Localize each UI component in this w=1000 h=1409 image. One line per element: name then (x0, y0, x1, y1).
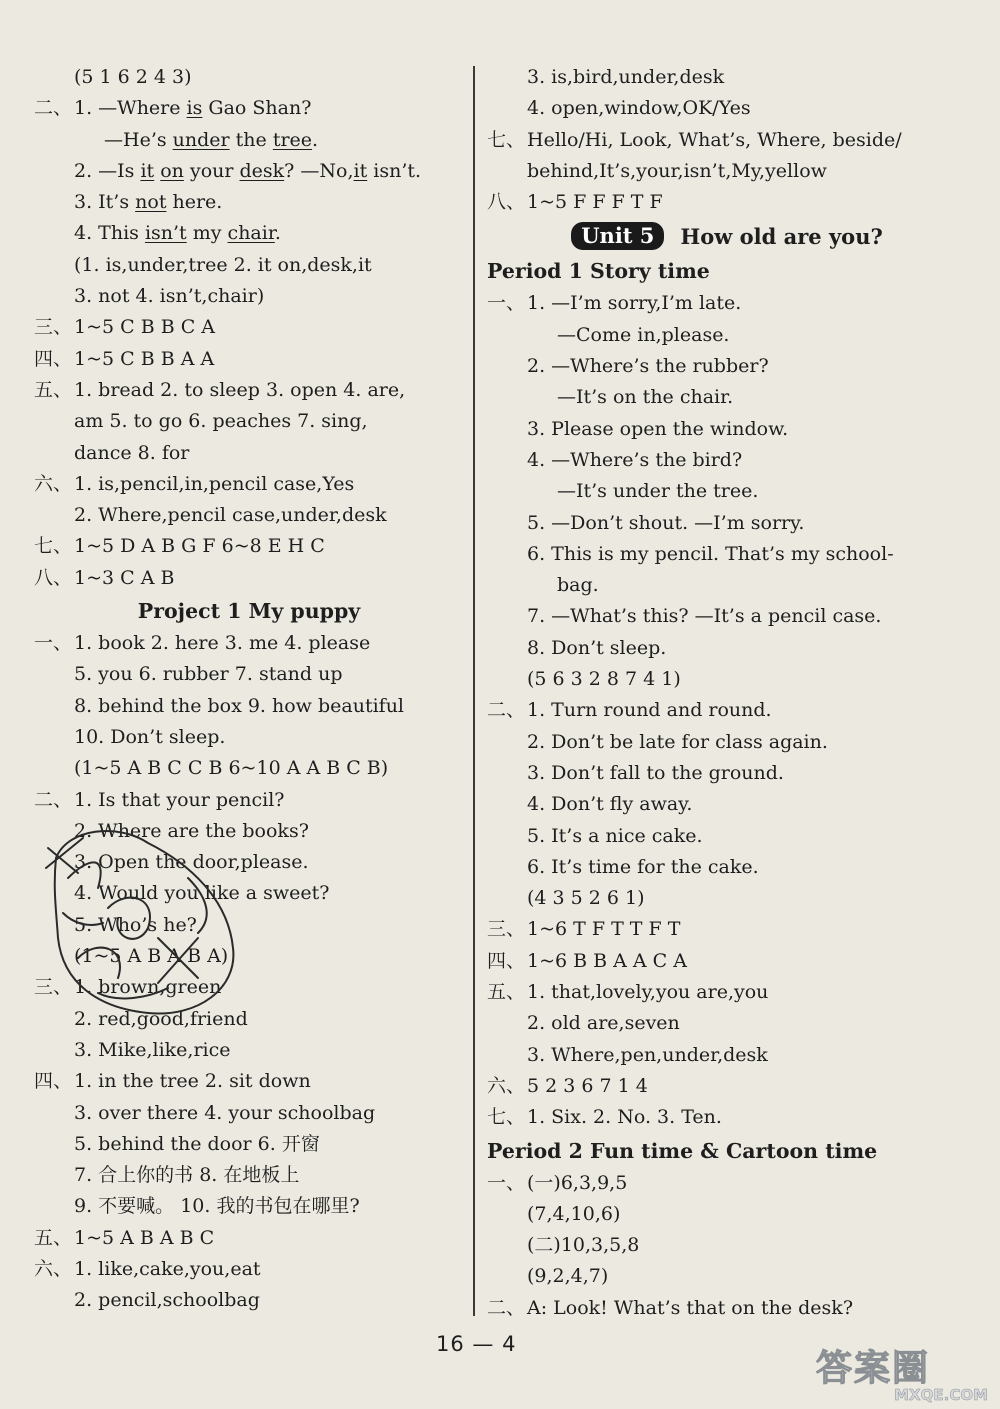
answer-line (34, 250, 464, 281)
answer-text: 3. Where,pen,under,desk (527, 1043, 768, 1066)
answer-line (34, 344, 464, 375)
section-number: 三、 (487, 918, 526, 941)
answer-text: 3. Don’t fall to the ground. (527, 761, 784, 784)
section-number: 六、 (487, 1074, 526, 1097)
answer-line (34, 1223, 464, 1254)
answer-text: bag. (557, 574, 599, 597)
section-number: 六、 (34, 472, 73, 495)
answer-line (487, 570, 967, 601)
section-number: 六、 (34, 1257, 73, 1280)
answer-text: am 5. to go 6. peaches 7. sing, (74, 410, 368, 433)
answer-line (34, 438, 464, 469)
answer-line (34, 910, 464, 941)
answer-line (487, 382, 967, 413)
answer-text: (9,2,4,7) (527, 1265, 609, 1288)
answer-line (34, 156, 464, 187)
section-number: 四、 (487, 949, 526, 972)
answer-line (487, 664, 967, 695)
answer-line (34, 1160, 464, 1191)
answer-line (487, 156, 967, 187)
answer-line (487, 852, 967, 883)
answer-text: 2. Where,pencil case,under,desk (74, 504, 387, 527)
answer-line (487, 1102, 967, 1133)
answer-line (487, 789, 967, 820)
section-number: 一、 (34, 632, 73, 655)
section-number: 三、 (34, 976, 73, 999)
answer-line (34, 1254, 464, 1285)
section-number: 七、 (487, 1106, 526, 1129)
answer-text: 1. like,cake,you,eat (74, 1257, 261, 1280)
section-number: 八、 (487, 191, 526, 214)
answer-line (487, 883, 967, 914)
answer-line (34, 500, 464, 531)
column-divider (473, 66, 475, 1316)
underlined-answer: isn’t (144, 222, 187, 245)
answer-line (487, 977, 967, 1008)
underlined-answer: on (160, 159, 184, 182)
answer-line (34, 1035, 464, 1066)
answer-text: 4. Would you like a sweet? (74, 882, 330, 905)
answer-line (34, 816, 464, 847)
answer-text: 7. 合上你的书 8. 在地板上 (74, 1164, 300, 1187)
answer-text: 1. brown,green (74, 976, 222, 999)
answer-text: my (186, 222, 228, 245)
answer-line (487, 508, 967, 539)
answer-line (34, 1066, 464, 1097)
answer-line (34, 941, 464, 972)
answer-text: ? —No, (284, 159, 354, 182)
underlined-answer: under (172, 128, 230, 151)
answer-line (487, 727, 967, 758)
answer-line (34, 722, 464, 753)
answer-line (487, 187, 967, 218)
answer-text: 1. bread 2. to sleep 3. open 4. are, (74, 378, 406, 401)
answer-line (34, 563, 464, 594)
answer-text: 2. —Where’s the rubber? (527, 355, 769, 378)
underlined-answer: not (135, 191, 167, 214)
answer-text: (1. is,under,tree 2. it on,desk,it (74, 253, 372, 276)
section-number: 二、 (487, 699, 526, 722)
answer-text: 1. that,lovely,you are,you (527, 981, 769, 1004)
answer-text: 4. Don’t fly away. (527, 793, 693, 816)
answer-text: 10. Don’t sleep. (74, 725, 226, 748)
answer-text: 5. Who’s he? (74, 913, 197, 936)
answer-text: (5 6 3 2 8 7 4 1) (527, 668, 681, 691)
section-number: 五、 (487, 981, 526, 1004)
answer-text: 9. 不要喊。 10. 我的书包在哪里? (74, 1195, 360, 1218)
answer-line (34, 972, 464, 1003)
answer-line (487, 946, 967, 977)
answer-text: 3. Mike,like,rice (74, 1038, 231, 1061)
answer-line (487, 1230, 967, 1261)
answer-line (487, 1293, 967, 1324)
answer-text: (二)10,3,5,8 (527, 1234, 640, 1257)
answer-text: 2. old are,seven (527, 1012, 680, 1035)
answer-line (487, 1008, 967, 1039)
answer-text: 6. This is my pencil. That’s my school- (527, 542, 894, 565)
answer-text: 1. Six. 2. No. 3. Ten. (527, 1106, 722, 1129)
answer-line (487, 1071, 967, 1102)
answer-text: Hello/Hi, Look, What’s, Where, beside/ (527, 128, 902, 151)
section-number: 一、 (487, 1171, 526, 1194)
section-number: 二、 (487, 1296, 526, 1319)
answer-line (487, 288, 967, 319)
answer-line (34, 785, 464, 816)
watermark-url: MXQE.COM (894, 1386, 988, 1404)
answer-line (34, 218, 464, 249)
answer-line (487, 125, 967, 156)
answer-text: 5. —Don’t shout. —I’m sorry. (527, 511, 805, 534)
answer-text: 6. It’s time for the cake. (527, 855, 759, 878)
answer-text: 3. is,bird,under,desk (527, 66, 725, 88)
underlined-answer: it (140, 159, 155, 182)
answer-line (487, 351, 967, 382)
answer-line (34, 62, 464, 93)
answer-text: 3. not 4. isn’t,chair) (74, 285, 265, 308)
answer-line (487, 821, 967, 852)
answer-line (487, 445, 967, 476)
answer-text: your (183, 159, 240, 182)
answer-text: . (274, 222, 281, 245)
answer-text: 2. Where are the books? (74, 819, 309, 842)
answer-text: 3. Open the door,please. (74, 851, 309, 874)
answer-text: 5. behind the door 6. 开窗 (74, 1132, 320, 1155)
section-number: 八、 (34, 566, 73, 589)
answer-text: 4. This (74, 222, 145, 245)
answer-line (34, 1191, 464, 1222)
section-number: 二、 (34, 97, 73, 120)
answer-text: (4 3 5 2 6 1) (527, 887, 645, 910)
answer-line (487, 914, 967, 945)
answer-text: 1~5 C B B C A (74, 316, 216, 339)
left-column (34, 62, 464, 1317)
answer-line (34, 531, 464, 562)
answer-text: 5. you 6. rubber 7. stand up (74, 663, 343, 686)
answer-text: 1~5 D A B G F 6~8 E H C (74, 535, 325, 558)
answer-line (34, 691, 464, 722)
answer-text: (1~5 A B C C B 6~10 A A B C B) (74, 757, 389, 780)
page-number: 16 — 4 (436, 1332, 517, 1356)
answer-text: 4. open,window,OK/Yes (527, 97, 751, 120)
answer-text: (5 1 6 2 4 3) (74, 66, 192, 88)
answer-text: 1. book 2. here 3. me 4. please (74, 632, 371, 655)
answer-line (487, 539, 967, 570)
answer-text: 1. is,pencil,in,pencil case,Yes (74, 472, 355, 495)
answer-text: behind,It’s,your,isn’t,My,yellow (527, 159, 827, 182)
answer-text: 2. red,good,friend (74, 1007, 248, 1030)
answer-text: isn’t. (367, 159, 422, 182)
answer-line (34, 628, 464, 659)
answer-line (34, 469, 464, 500)
section-number: 一、 (487, 292, 526, 315)
answer-line (487, 1040, 967, 1071)
answer-text: 2. —Is (74, 159, 141, 182)
answer-line (34, 125, 464, 156)
answer-text: Gao Shan? (202, 97, 312, 120)
answer-line (487, 320, 967, 351)
answer-line (34, 281, 464, 312)
answer-text: 3. over there 4. your schoolbag (74, 1101, 376, 1124)
answer-text: 1. —Where (74, 97, 187, 120)
answer-text: —It’s under the tree. (557, 480, 759, 503)
answer-text: 5. It’s a nice cake. (527, 824, 703, 847)
answer-text: 1~6 T F T T F T (527, 918, 681, 941)
answer-text: 1. Is that your pencil? (74, 788, 285, 811)
answer-line (34, 1285, 464, 1316)
answer-line (487, 1261, 967, 1292)
answer-line (34, 1098, 464, 1129)
answer-line (34, 878, 464, 909)
answer-line (34, 93, 464, 124)
answer-text: 2. Don’t be late for class again. (527, 730, 828, 753)
unit-title: How old are you? (680, 223, 883, 249)
answer-text: 1~5 A B A B C (74, 1226, 215, 1249)
answer-line (487, 1168, 967, 1199)
answer-line (34, 659, 464, 690)
section-number: 二、 (34, 788, 73, 811)
answer-line (34, 847, 464, 878)
answer-text: 1~5 C B B A A (74, 347, 215, 370)
answer-text: 4. —Where’s the bird? (527, 448, 743, 471)
answer-text: 3. It’s (74, 191, 136, 214)
answer-text: 1. —I’m sorry,I’m late. (527, 292, 742, 315)
answer-text: 3. Please open the window. (527, 417, 789, 440)
unit-heading (487, 218, 967, 254)
underlined-answer: is (186, 97, 203, 120)
section-heading: Project 1 My puppy (137, 599, 361, 624)
section-number: 七、 (487, 128, 526, 151)
answer-text: . (312, 128, 319, 151)
answer-text: (1~5 A B A B A) (74, 945, 229, 968)
answer-text: 1. in the tree 2. sit down (74, 1070, 311, 1093)
answer-text: 1~3 C A B (74, 566, 175, 589)
underlined-answer: chair (227, 222, 275, 245)
answer-text: 1~5 F F F T F (527, 191, 663, 214)
answer-text: dance 8. for (74, 441, 190, 464)
answer-line (34, 375, 464, 406)
answer-line (34, 406, 464, 437)
answer-line (487, 93, 967, 124)
section-number: 四、 (34, 347, 73, 370)
underlined-answer: desk (239, 159, 285, 182)
unit-badge: Unit 5 (571, 222, 664, 250)
answer-text: 8. Don’t sleep. (527, 636, 667, 659)
answer-line (34, 312, 464, 343)
answer-line (34, 1004, 464, 1035)
answer-text: 8. behind the box 9. how beautiful (74, 694, 405, 717)
answer-text: —Come in,please. (557, 323, 730, 346)
answer-text: 1. Turn round and round. (527, 699, 772, 722)
section-number: 五、 (34, 378, 73, 401)
period-heading: Period 2 Fun time & Cartoon time (487, 1138, 878, 1163)
answer-text: 1~6 B B A A C A (527, 949, 687, 972)
watermark-logo: 答案圈 (816, 1348, 931, 1389)
answer-text: the (229, 128, 273, 151)
period-heading: Period 1 Story time (487, 259, 710, 284)
answer-line (34, 1129, 464, 1160)
answer-text: (7,4,10,6) (527, 1202, 621, 1225)
underlined-answer: tree (272, 128, 313, 151)
section-number: 七、 (34, 535, 73, 558)
answer-text: A: Look! What’s that on the desk? (527, 1296, 854, 1319)
answer-text: here. (166, 191, 223, 214)
answer-line (487, 414, 967, 445)
answer-line (487, 695, 967, 726)
answer-text: (一)6,3,9,5 (527, 1171, 628, 1194)
answer-line (487, 476, 967, 507)
answer-line (34, 753, 464, 784)
answer-text: 2. pencil,schoolbag (74, 1289, 260, 1312)
answer-line (487, 601, 967, 632)
answer-line (487, 758, 967, 789)
answer-text: 5 2 3 6 7 1 4 (527, 1074, 648, 1097)
right-column (487, 62, 967, 1324)
underlined-answer: it (353, 159, 368, 182)
answer-line (487, 62, 967, 93)
answer-line (487, 633, 967, 664)
answer-text: —He’s (104, 128, 173, 151)
section-number: 三、 (34, 316, 73, 339)
answer-line (487, 1199, 967, 1230)
answer-text: —It’s on the chair. (557, 386, 734, 409)
watermark (816, 1340, 992, 1404)
section-number: 四、 (34, 1070, 73, 1093)
answer-text: 7. —What’s this? —It’s a pencil case. (527, 605, 882, 628)
section-number: 五、 (34, 1226, 73, 1249)
answer-line (34, 187, 464, 218)
